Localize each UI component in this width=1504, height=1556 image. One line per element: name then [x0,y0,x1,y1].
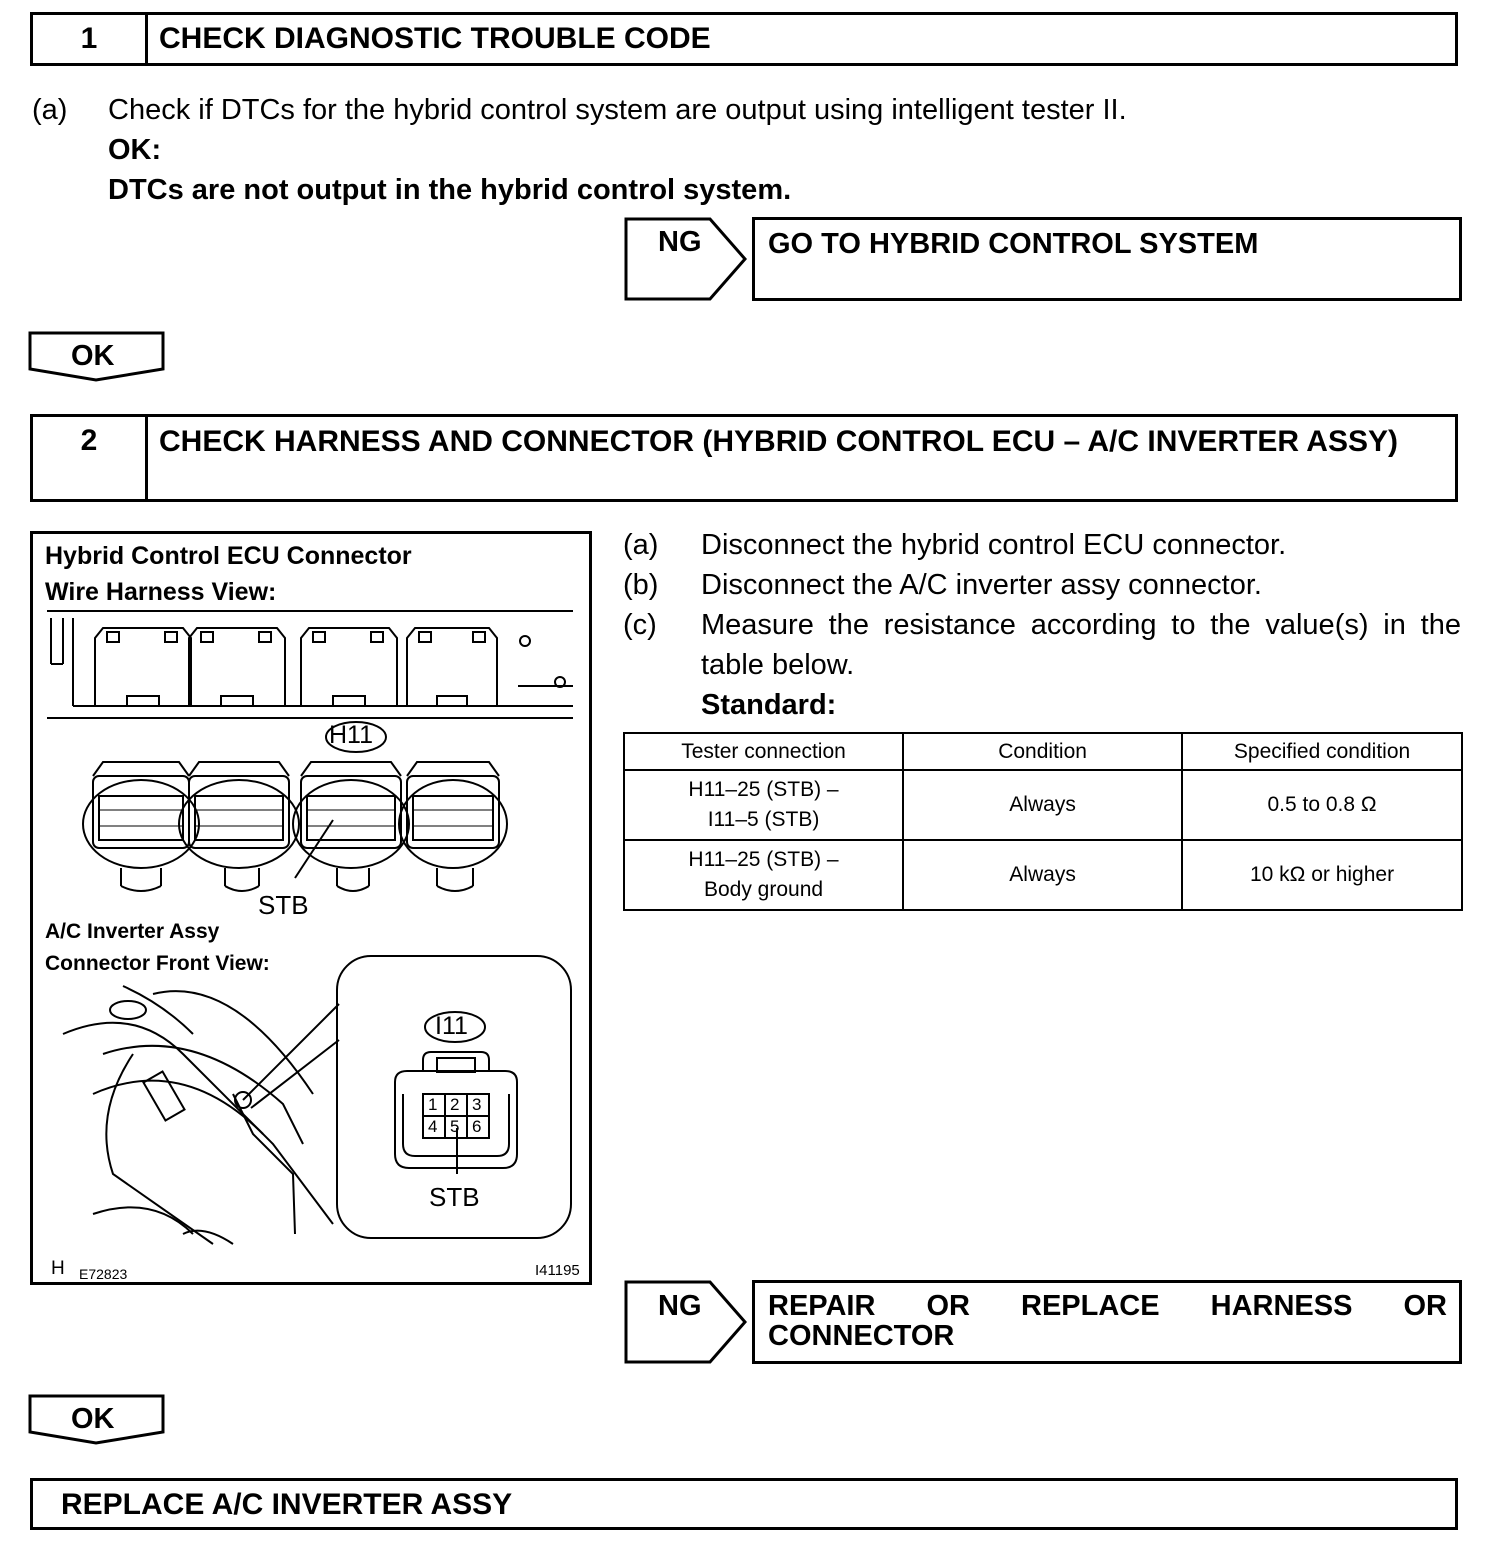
cell-connection [624,840,903,910]
figure-corner-letter: H [51,1258,65,1279]
col-header-spec: Specified condition [1182,733,1462,770]
step1-header [30,12,1458,66]
ok-label-1: OK [71,340,115,372]
ecu-connector-label: H11 [329,721,374,749]
figure-code-left: E72823 [79,1266,128,1282]
inv-view: Connector Front View: [45,952,270,975]
inv-pin-4: 4 [428,1117,438,1136]
ng-label-1: NG [658,226,702,258]
inv-pin-5: 5 [450,1117,460,1136]
final-step-title: REPLACE A/C INVERTER ASSY [61,1488,513,1521]
table-row [624,840,1462,910]
ng-result-1 [752,217,1462,301]
connector-figure [30,531,592,1285]
step2-c-text: Measure the resistance according to the value(s) in the table below. [701,609,1461,681]
step1-a-label: (a) [32,94,68,126]
inv-pin-3: 3 [472,1095,482,1114]
ecu-connector-drawing [33,534,589,1282]
cell-connection [624,770,903,840]
col-header-condition: Condition [903,733,1182,770]
step1-a-text: Check if DTCs for the hybrid control system are output using intelligent tester II. [108,94,1127,126]
ng-result-2-text: REPAIR OR REPLACE HARNESS OR CONNECTOR [768,1290,1447,1352]
connection-line-1: H11–25 (STB) – [688,778,839,801]
ng-label-2: NG [658,1290,702,1322]
step2-a-text: Disconnect the hybrid control ECU connector. [701,529,1287,561]
cell-spec: 0.5 to 0.8 Ω [1182,770,1462,840]
cell-spec: 10 kΩ or higher [1182,840,1462,910]
figure-code-right: I41195 [535,1262,580,1279]
ecu-view: Wire Harness View: [45,578,277,606]
col-header-tester: Tester connection [624,733,903,770]
step2-number: 2 [33,417,148,499]
inv-stb-label: STB [429,1182,480,1212]
step1-number: 1 [33,15,148,63]
inv-pin-1: 1 [428,1095,438,1114]
step2-c-label: (c) [623,609,657,641]
ok-label-2: OK [71,1403,115,1435]
step2-b-text: Disconnect the A/C inverter assy connector. [701,569,1262,601]
step1-ok-label: OK: [108,134,162,166]
cell-condition: Always [903,840,1182,910]
step2-b-label: (b) [623,569,659,601]
ng-result-1-text: GO TO HYBRID CONTROL SYSTEM [768,228,1259,260]
step2-title: CHECK HARNESS AND CONNECTOR (HYBRID CONTROL ECU – A/C INVERTER ASSY) [159,425,1398,458]
cell-condition: Always [903,770,1182,840]
inv-pin-2: 2 [450,1095,460,1114]
spec-table [623,732,1463,911]
step1-title: CHECK DIAGNOSTIC TROUBLE CODE [159,22,711,55]
connection-line-2: I11–5 (STB) [707,808,820,831]
connection-line-2: Body ground [703,878,824,901]
step2-a-label: (a) [623,529,659,561]
connection-line-1: H11–25 (STB) – [688,848,839,871]
ecu-stb-label: STB [258,890,309,920]
table-row [624,770,1462,840]
inv-pin-6: 6 [472,1117,482,1136]
spec-table-header [624,733,1462,770]
inv-connector-label: I11 [435,1012,468,1040]
step1-ok-text: DTCs are not output in the hybrid control system. [108,174,792,206]
inv-title: A/C Inverter Assy [45,920,220,943]
final-step-box [30,1478,1458,1530]
ecu-title: Hybrid Control ECU Connector [45,542,412,570]
standard-label: Standard: [701,689,837,721]
step2-header [30,414,1458,502]
ng-result-2 [752,1280,1462,1364]
